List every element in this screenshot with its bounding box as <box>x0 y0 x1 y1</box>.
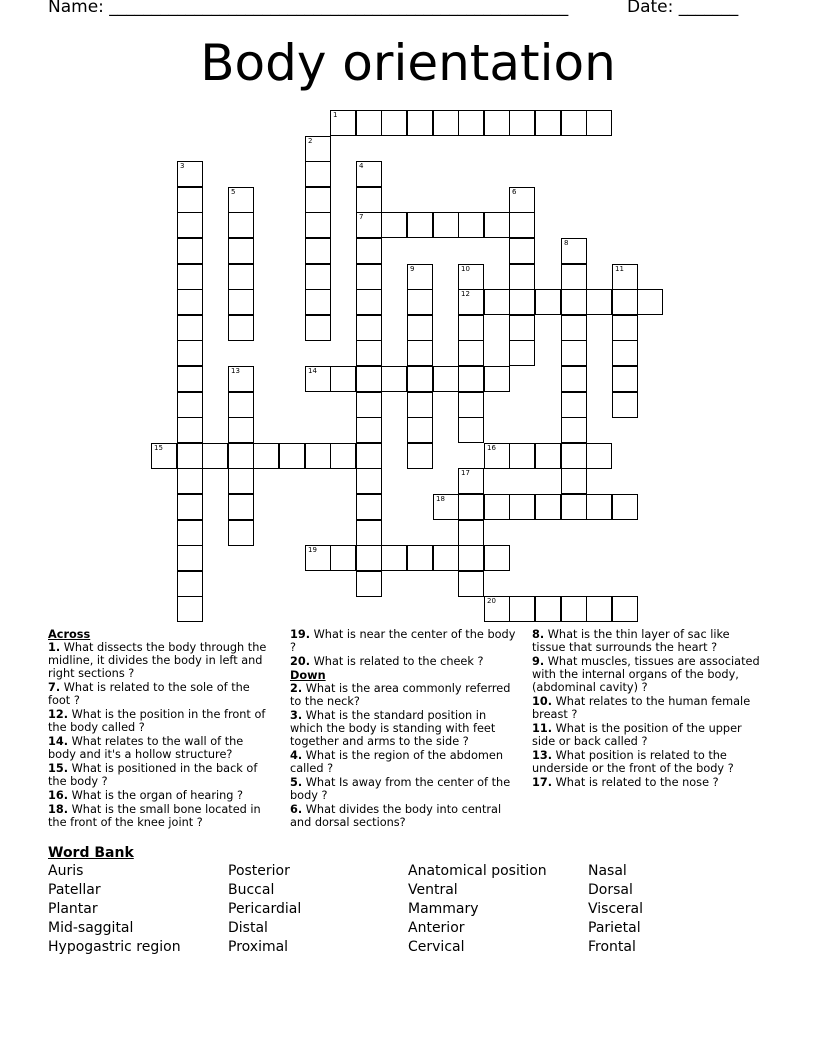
crossword-cell[interactable] <box>433 212 459 238</box>
crossword-cell[interactable] <box>586 443 612 469</box>
clue-number: 18 <box>436 495 445 503</box>
crossword-cell[interactable] <box>458 264 484 290</box>
word-bank-item: Ventral <box>408 882 458 898</box>
crossword-cell[interactable] <box>484 596 510 622</box>
crossword-cell[interactable] <box>484 494 510 520</box>
clue-across-15: 15. What is positioned in the back of the body ? <box>48 762 258 788</box>
crossword-cell[interactable] <box>535 110 561 136</box>
clue-down-10: 10. What relates to the human female breast ? <box>532 695 751 721</box>
crossword-cell[interactable] <box>381 212 407 238</box>
word-bank-item: Buccal <box>228 882 275 898</box>
crossword-cell[interactable] <box>535 494 561 520</box>
crossword-cell[interactable] <box>612 264 638 290</box>
crossword-cell[interactable] <box>484 545 510 571</box>
across-heading: Across <box>48 628 91 641</box>
crossword-cell[interactable] <box>586 289 612 315</box>
crossword-cell[interactable] <box>177 366 203 392</box>
crossword-cell[interactable] <box>561 264 587 290</box>
word-bank-item: Plantar <box>48 901 98 917</box>
clue-down-6: 6. What divides the body into central and dorsal sections? <box>290 803 502 829</box>
crossword-cell[interactable] <box>407 315 433 341</box>
crossword-cell[interactable] <box>561 366 587 392</box>
crossword-cell[interactable] <box>407 289 433 315</box>
word-bank-item: Anterior <box>408 920 465 936</box>
crossword-cell[interactable] <box>535 443 561 469</box>
word-bank-item: Dorsal <box>588 882 633 898</box>
crossword-cell[interactable] <box>458 289 484 315</box>
word-bank-item: Mid-saggital <box>48 920 134 936</box>
crossword-cell[interactable] <box>356 417 382 443</box>
clue-across-12: 12. What is the position in the front of the body called ? <box>48 708 266 734</box>
crossword-cell[interactable] <box>484 443 510 469</box>
crossword-cell[interactable] <box>356 289 382 315</box>
clue-number: 3 <box>180 162 185 170</box>
crossword-cell[interactable] <box>561 443 587 469</box>
clue-number: 7 <box>359 213 364 221</box>
clue-down-5: 5. What Is away from the center of the body ? <box>290 776 511 802</box>
word-bank-item: Cervical <box>408 939 465 955</box>
crossword-cell[interactable] <box>330 366 356 392</box>
crossword-cell[interactable] <box>612 392 638 418</box>
crossword-cell[interactable] <box>484 212 510 238</box>
clue-down-9: 9. What muscles, tissues are associated with the internal organs of the body, (abdominal cavity) ? <box>532 655 760 694</box>
crossword-cell[interactable] <box>228 289 254 315</box>
crossword-cell[interactable] <box>305 366 331 392</box>
clue-number: 11 <box>615 265 624 273</box>
word-bank-item: Posterior <box>228 863 290 879</box>
clue-number: 17 <box>461 469 470 477</box>
crossword-cell[interactable] <box>305 443 331 469</box>
word-bank-item: Parietal <box>588 920 641 936</box>
crossword-cell[interactable] <box>458 417 484 443</box>
crossword-cell[interactable] <box>458 340 484 366</box>
crossword-cell[interactable] <box>177 264 203 290</box>
crossword-cell[interactable] <box>458 520 484 546</box>
crossword-cell[interactable] <box>433 494 459 520</box>
clue-number: 6 <box>512 188 517 196</box>
crossword-cell[interactable] <box>356 340 382 366</box>
crossword-cell[interactable] <box>586 596 612 622</box>
crossword-cell[interactable] <box>381 110 407 136</box>
crossword-cell[interactable] <box>433 110 459 136</box>
word-bank-item: Distal <box>228 920 268 936</box>
crossword-cell[interactable] <box>509 340 535 366</box>
clue-across-1: 1. What dissects the body through the midline, it divides the body in left and right sections ? <box>48 641 267 680</box>
crossword-cell[interactable] <box>177 187 203 213</box>
crossword-cell[interactable] <box>177 315 203 341</box>
crossword-cell[interactable] <box>305 315 331 341</box>
crossword-cell[interactable] <box>151 443 177 469</box>
clue-number: 20 <box>487 597 496 605</box>
crossword-cell[interactable] <box>177 571 203 597</box>
clue-down-2: 2. What is the area commonly referred to the neck? <box>290 682 511 708</box>
clue-down-4: 4. What is the region of the abdomen called ? <box>290 749 503 775</box>
clue-down-17: 17. What is related to the nose ? <box>532 776 719 789</box>
crossword-cell[interactable] <box>458 468 484 494</box>
clue-down-11: 11. What is the position of the upper side or back called ? <box>532 722 742 748</box>
crossword-cell[interactable] <box>356 571 382 597</box>
crossword-cell[interactable] <box>433 545 459 571</box>
crossword-cell[interactable] <box>305 289 331 315</box>
clue-down-8: 8. What is the thin layer of sac like tissue that surrounds the heart ? <box>532 628 730 654</box>
crossword-cell[interactable] <box>535 289 561 315</box>
crossword-cell[interactable] <box>177 545 203 571</box>
crossword-cell[interactable] <box>228 443 254 469</box>
clue-number: 13 <box>231 367 240 375</box>
crossword-cell[interactable] <box>407 212 433 238</box>
crossword-cell[interactable] <box>177 238 203 264</box>
clue-number: 2 <box>308 137 313 145</box>
crossword-cell[interactable] <box>509 443 535 469</box>
crossword-cell[interactable] <box>305 161 331 187</box>
crossword-cell[interactable] <box>305 264 331 290</box>
crossword-cell[interactable] <box>177 340 203 366</box>
crossword-cell[interactable] <box>356 545 382 571</box>
crossword-cell[interactable] <box>305 187 331 213</box>
crossword-cell[interactable] <box>586 494 612 520</box>
crossword-cell[interactable] <box>177 392 203 418</box>
word-bank-item: Mammary <box>408 901 479 917</box>
word-bank-item: Visceral <box>588 901 643 917</box>
clue-number: 19 <box>308 546 317 554</box>
crossword-cell[interactable] <box>561 494 587 520</box>
clue-number: 5 <box>231 188 236 196</box>
crossword-cell[interactable] <box>407 110 433 136</box>
crossword-cell[interactable] <box>177 212 203 238</box>
crossword-cell[interactable] <box>228 366 254 392</box>
crossword-cell[interactable] <box>356 161 382 187</box>
crossword-cell[interactable] <box>228 264 254 290</box>
crossword-cell[interactable] <box>509 315 535 341</box>
crossword-cell[interactable] <box>356 187 382 213</box>
clues-column-2 <box>290 628 522 830</box>
crossword-cell[interactable] <box>509 212 535 238</box>
crossword-cell[interactable] <box>612 366 638 392</box>
clue-across-7: 7. What is related to the sole of the foot ? <box>48 681 250 707</box>
crossword-cell[interactable] <box>356 494 382 520</box>
crossword-cell[interactable] <box>356 238 382 264</box>
crossword-cell[interactable] <box>228 315 254 341</box>
crossword-cell[interactable] <box>305 212 331 238</box>
crossword-cell[interactable] <box>612 596 638 622</box>
crossword-cell[interactable] <box>228 187 254 213</box>
crossword-cell[interactable] <box>458 212 484 238</box>
crossword-cell[interactable] <box>458 392 484 418</box>
word-bank-item: Anatomical position <box>408 863 547 879</box>
crossword-cell[interactable] <box>177 596 203 622</box>
word-bank-item: Auris <box>48 863 84 879</box>
word-bank-item: Frontal <box>588 939 636 955</box>
crossword-cell[interactable] <box>330 545 356 571</box>
date-line: Date: _______ <box>627 0 739 17</box>
clue-across-16: 16. What is the organ of hearing ? <box>48 789 244 802</box>
crossword-cell[interactable] <box>305 238 331 264</box>
crossword-cell[interactable] <box>561 596 587 622</box>
crossword-cell[interactable] <box>509 494 535 520</box>
crossword-cell[interactable] <box>407 417 433 443</box>
word-bank-item: Pericardial <box>228 901 302 917</box>
crossword-cell[interactable] <box>612 289 638 315</box>
crossword-cell[interactable] <box>177 494 203 520</box>
crossword-cell[interactable] <box>509 289 535 315</box>
crossword-cell[interactable] <box>356 366 382 392</box>
clue-number: 9 <box>410 265 415 273</box>
word-bank-item: Nasal <box>588 863 627 879</box>
crossword-cell[interactable] <box>356 520 382 546</box>
clue-down-13: 13. What position is related to the underside or the front of the body ? <box>532 749 734 775</box>
down-heading: Down <box>290 669 326 682</box>
clue-across-14: 14. What relates to the wall of the body and it's a hollow structure? <box>48 735 244 761</box>
crossword-cell[interactable] <box>330 443 356 469</box>
crossword-cell[interactable] <box>561 417 587 443</box>
crossword-cell[interactable] <box>484 366 510 392</box>
clue-across-20: 20. What is related to the cheek ? <box>290 655 484 668</box>
crossword-cell[interactable] <box>177 289 203 315</box>
crossword-cell[interactable] <box>407 392 433 418</box>
word-bank-item: Patellar <box>48 882 101 898</box>
crossword-cell[interactable] <box>177 161 203 187</box>
crossword-cell[interactable] <box>177 520 203 546</box>
clues-column-1 <box>48 628 274 830</box>
crossword-cell[interactable] <box>228 392 254 418</box>
crossword-cell[interactable] <box>228 417 254 443</box>
word-bank-item: Proximal <box>228 939 289 955</box>
crossword-cell[interactable] <box>407 264 433 290</box>
crossword-cell[interactable] <box>330 110 356 136</box>
clue-down-3: 3. What is the standard position in which the body is standing with feet together and arms to the side ? <box>290 709 496 748</box>
crossword-cell[interactable] <box>228 468 254 494</box>
crossword-cell[interactable] <box>305 136 331 162</box>
crossword-cell[interactable] <box>228 212 254 238</box>
crossword-cell[interactable] <box>509 187 535 213</box>
crossword-cell[interactable] <box>561 340 587 366</box>
crossword-cell[interactable] <box>407 366 433 392</box>
word-bank-item: Hypogastric region <box>48 939 181 955</box>
crossword-cell[interactable] <box>561 468 587 494</box>
crossword-cell[interactable] <box>177 443 203 469</box>
crossword-cell[interactable] <box>407 443 433 469</box>
clue-number: 8 <box>564 239 569 247</box>
crossword-cell[interactable] <box>305 545 331 571</box>
crossword-cell[interactable] <box>381 366 407 392</box>
clue-across-19: 19. What is near the center of the body ? <box>290 628 516 654</box>
crossword-cell[interactable] <box>458 494 484 520</box>
page-title: Body orientation <box>200 34 616 92</box>
clue-number: 16 <box>487 444 496 452</box>
crossword-cell[interactable] <box>612 494 638 520</box>
crossword-cell[interactable] <box>407 545 433 571</box>
crossword-cell[interactable] <box>177 417 203 443</box>
crossword-cell[interactable] <box>356 264 382 290</box>
crossword-cell[interactable] <box>509 264 535 290</box>
clue-number: 15 <box>154 444 163 452</box>
crossword-cell[interactable] <box>561 289 587 315</box>
crossword-cell[interactable] <box>228 520 254 546</box>
crossword-cell[interactable] <box>202 443 228 469</box>
crossword-cell[interactable] <box>586 110 612 136</box>
crossword-cell[interactable] <box>228 494 254 520</box>
crossword-cell[interactable] <box>458 315 484 341</box>
crossword-cell[interactable] <box>433 366 459 392</box>
clue-number: 1 <box>333 111 338 119</box>
crossword-cell[interactable] <box>228 238 254 264</box>
crossword-cell[interactable] <box>407 340 433 366</box>
crossword-cell[interactable] <box>561 238 587 264</box>
crossword-cell[interactable] <box>253 443 279 469</box>
crossword-cell[interactable] <box>484 289 510 315</box>
crossword-cell[interactable] <box>458 571 484 597</box>
clue-number: 12 <box>461 290 470 298</box>
crossword-cell[interactable] <box>612 315 638 341</box>
crossword-cell[interactable] <box>458 110 484 136</box>
crossword-cell[interactable] <box>509 238 535 264</box>
crossword-cell[interactable] <box>356 110 382 136</box>
crossword-cell[interactable] <box>484 110 510 136</box>
crossword-cell[interactable] <box>509 596 535 622</box>
name-line: Name: ______________________________________________________ <box>48 0 569 17</box>
crossword-cell[interactable] <box>561 392 587 418</box>
clue-number: 14 <box>308 367 317 375</box>
word-bank-heading: Word Bank <box>48 845 134 861</box>
crossword-cell[interactable] <box>637 289 663 315</box>
crossword-cell[interactable] <box>561 315 587 341</box>
crossword-cell[interactable] <box>561 110 587 136</box>
crossword-cell[interactable] <box>612 340 638 366</box>
crossword-cell[interactable] <box>279 443 305 469</box>
crossword-cell[interactable] <box>535 596 561 622</box>
crossword-cell[interactable] <box>356 212 382 238</box>
crossword-cell[interactable] <box>458 366 484 392</box>
crossword-cell[interactable] <box>177 468 203 494</box>
crossword-cell[interactable] <box>458 545 484 571</box>
clue-across-18: 18. What is the small bone located in the front of the knee joint ? <box>48 803 261 829</box>
crossword-cell[interactable] <box>509 110 535 136</box>
crossword-cell[interactable] <box>356 392 382 418</box>
crossword-cell[interactable] <box>381 545 407 571</box>
clue-number: 4 <box>359 162 364 170</box>
clue-number: 10 <box>461 265 470 273</box>
crossword-cell[interactable] <box>356 468 382 494</box>
crossword-cell[interactable] <box>356 443 382 469</box>
clues-column-3 <box>532 628 760 790</box>
crossword-cell[interactable] <box>356 315 382 341</box>
